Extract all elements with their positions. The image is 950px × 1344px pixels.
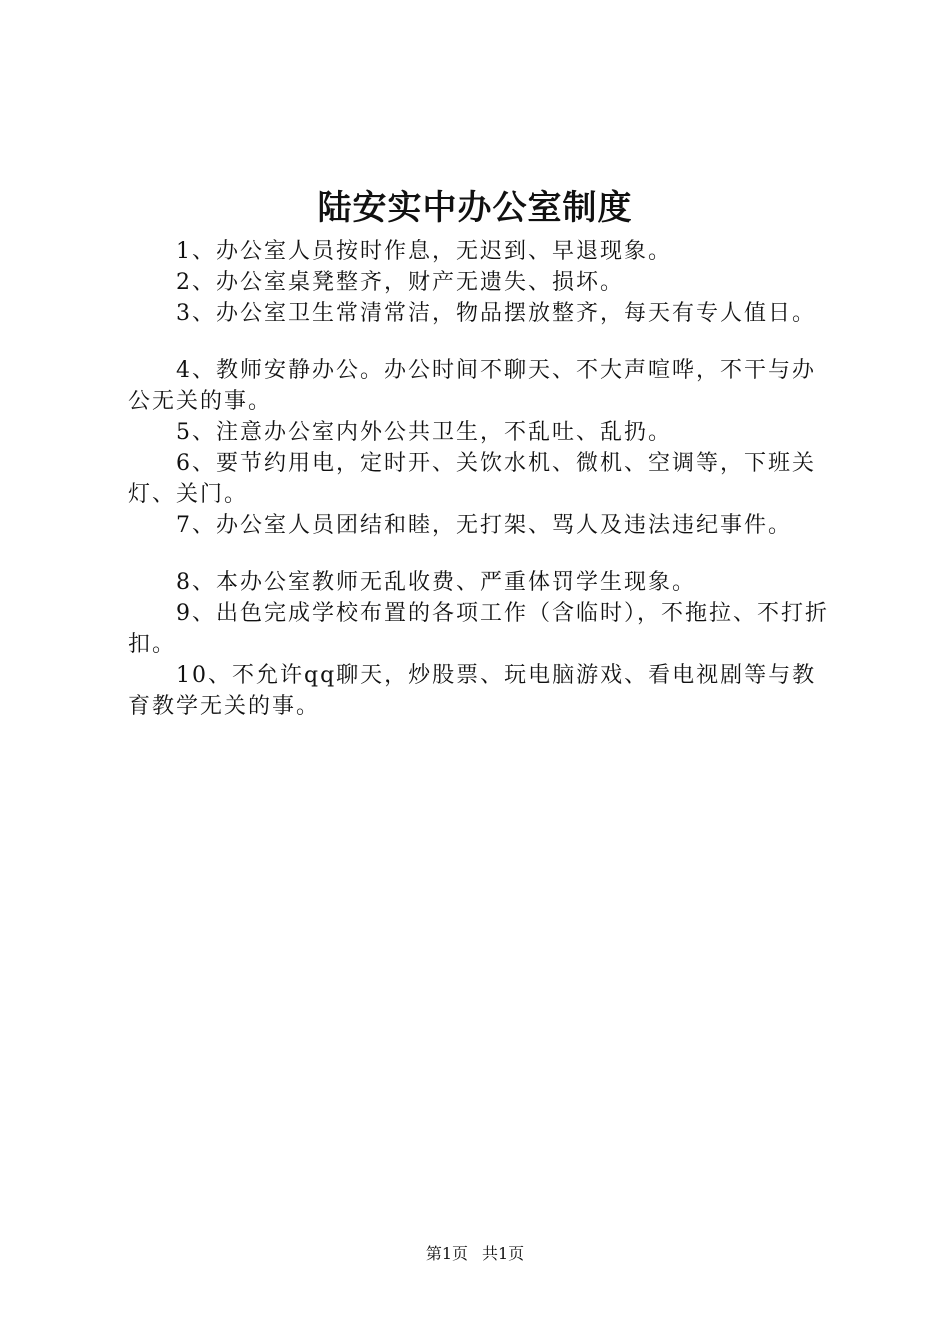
rule-paragraph-10: 10、不允许qq聊天，炒股票、玩电脑游戏、看电视剧等与教育教学无关的事。 — [128, 663, 817, 719]
rule-paragraph-4: 4、教师安静办公。办公时间不聊天、不大声喧哗，不干与办公无关的事。 — [128, 358, 816, 414]
rule-paragraph-7: 7、办公室人员团结和睦，无打架、骂人及违法违纪事件。 — [176, 513, 792, 538]
rule-paragraph-2: 2、办公室桌凳整齐，财产无遗失、损坏。 — [176, 270, 624, 295]
page-footer — [0, 1242, 950, 1266]
rule-paragraph-8: 8、本办公室教师无乱收费、严重体罚学生现象。 — [176, 570, 696, 595]
rule-paragraph-9: 9、出色完成学校布置的各项工作（含临时），不拖拉、不打折扣。 — [128, 601, 829, 657]
rule-paragraph-5: 5、注意办公室内外公共卫生，不乱吐、乱扔。 — [176, 420, 672, 445]
page-total: 共1页 — [482, 1244, 525, 1263]
rule-paragraph-3: 3、办公室卫生常清常洁，物品摆放整齐，每天有专人值日。 — [176, 301, 816, 326]
document-body — [128, 236, 838, 722]
page-number: 第1页 — [425, 1244, 468, 1263]
rule-paragraph-1: 1、办公室人员按时作息，无迟到、早退现象。 — [176, 239, 672, 264]
document-title: 陆安实中办公室制度 — [317, 188, 633, 228]
rule-paragraph-6: 6、要节约用电，定时开、关饮水机、微机、空调等，下班关灯、关门。 — [128, 451, 816, 507]
